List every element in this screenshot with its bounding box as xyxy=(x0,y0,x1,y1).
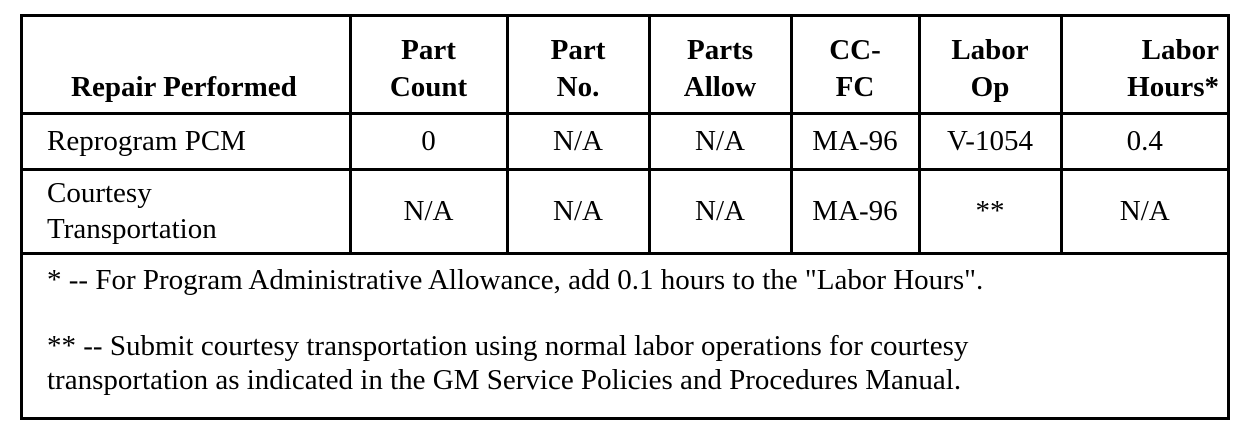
table-row xyxy=(23,113,1227,169)
header-part-count xyxy=(350,17,507,113)
cell-labor-op: V-1054 xyxy=(919,113,1061,169)
cell-parts-allow: N/A xyxy=(649,113,791,169)
repair-table xyxy=(23,17,1227,255)
cell-cc-fc: MA-96 xyxy=(791,113,919,169)
cell-repair: Reprogram PCM xyxy=(23,113,350,169)
footnote-courtesy-line2: transportation as indicated in the GM Service Policies and Procedures Manual. xyxy=(47,363,962,396)
table-row xyxy=(23,169,1227,253)
header-repair-performed xyxy=(23,17,350,113)
header-cc-fc xyxy=(791,17,919,113)
header-part-no xyxy=(507,17,649,113)
cell-labor-hours: 0.4 xyxy=(1061,113,1227,169)
labor-operation-document xyxy=(20,14,1230,420)
footnote-labor-hours: * -- For Program Administrative Allowance, add 0.1 hours to the "Labor Hours". xyxy=(47,263,984,296)
header-label: CC- FC xyxy=(829,33,881,103)
cell-repair: Courtesy Transportation xyxy=(23,169,350,253)
cell-labor-op: ** xyxy=(919,169,1061,253)
footnotes xyxy=(23,255,1227,397)
cell-labor-hours: N/A xyxy=(1061,169,1227,253)
cell-part-no: N/A xyxy=(507,113,649,169)
header-label: Parts Allow xyxy=(683,33,757,103)
header-row xyxy=(23,17,1227,113)
header-parts-allow xyxy=(649,17,791,113)
header-label: Labor Op xyxy=(951,33,1029,103)
footnote-courtesy-line1: ** -- Submit courtesy transportation using normal labor operations for courtesy xyxy=(47,329,969,362)
header-labor-hours xyxy=(1061,17,1227,113)
cell-part-count: N/A xyxy=(350,169,507,253)
cell-part-count: 0 xyxy=(350,113,507,169)
header-label: Part Count xyxy=(389,33,468,103)
cell-parts-allow: N/A xyxy=(649,169,791,253)
cell-part-no: N/A xyxy=(507,169,649,253)
header-label: Labor Hours* xyxy=(1127,33,1219,103)
header-label: Part No. xyxy=(550,33,606,103)
cell-cc-fc: MA-96 xyxy=(791,169,919,253)
header-label: Repair Performed xyxy=(71,70,297,103)
header-labor-op xyxy=(919,17,1061,113)
